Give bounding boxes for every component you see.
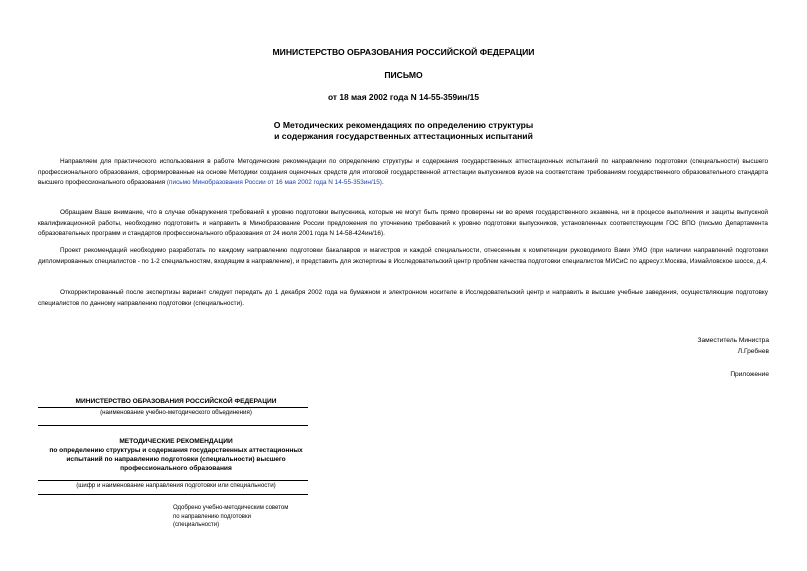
signer-position: Заместитель Министра (697, 337, 769, 344)
paragraph-3: Проект рекомендаций необходимо разработать по каждому направлению подготовки бакалавров и магистров и каждой специальности, отнесенным к компетенции руководимого Вами УМО (при наличии направлений подготовки дипломированных специалистов - по 1-2 специальностям, входящим в направление), и представить для экспертизы в Исследовательский центр проблем качества подготовки специалистов МИСиС по адресу:г.Москва, Измайловское шоссе, д.4. (38, 247, 768, 265)
recommendations-line-3: профессионального образования (120, 465, 232, 472)
divider-line (38, 480, 308, 481)
signature-block (697, 336, 769, 357)
recommendations-line-2: испытаний по направлению подготовки (специальности) высшего (66, 456, 286, 463)
appendix-ministry: МИНИСТЕРСТВО ОБРАЗОВАНИЯ РОССИЙСКОЙ ФЕДЕРАЦИИ (75, 398, 277, 405)
doc-type-heading: ПИСЬМО (384, 70, 423, 80)
org-caption: (наименование учебно-методического объединения) (100, 409, 252, 416)
approval-line-3: (специальности) (173, 522, 220, 528)
ministry-heading: МИНИСТЕРСТВО ОБРАЗОВАНИЯ РОССИЙСКОЙ ФЕДЕРАЦИИ (272, 47, 535, 57)
reference-link[interactable]: (письмо Минобразования России от 16 мая 2002 года N 14-55-353ин/15) (166, 179, 382, 187)
approval-line-1: Одобрено учебно-методическим советом (173, 505, 289, 511)
divider-line (38, 425, 308, 426)
recommendations-title: МЕТОДИЧЕСКИЕ РЕКОМЕНДАЦИИ (119, 438, 233, 445)
recommendations-title-block (45, 437, 307, 473)
code-caption: (шифр и наименование направления подготовки или специальности) (76, 482, 276, 489)
divider-line (38, 494, 308, 495)
subject-line-1: О Методических рекомендациях по определению структуры (273, 120, 534, 130)
approval-line-2: по направлению подготовки (173, 513, 251, 520)
paragraph-1 (38, 157, 768, 189)
date-number: от 18 мая 2002 года N 14-55-359ин/15 (328, 92, 479, 102)
approval-block (173, 504, 313, 530)
signer-name: Л.Гребнев (737, 347, 769, 355)
paragraph-1-text: Направляем для практического использования в работе Методические рекомендации по определению структуры и содержания государственных аттестационных испытаний по направлению подготовки (специальности) высшего профессионального образования, сформированные на основе Методики создания оценочных средств для итоговой государственной аттестации выпускников вузов на соответствие требованиям государственного образовательного стандарта высшего профессионального образования (38, 158, 768, 187)
subject-line-2: и содержания государственных аттестационных испытаний (274, 131, 533, 141)
appendix-label: Приложение (730, 371, 769, 378)
divider-line (38, 407, 308, 408)
recommendations-line-1: по определению структуры и содержания государственных аттестационных (49, 447, 303, 454)
subject-heading (0, 120, 807, 142)
paragraph-1-end: . (381, 179, 384, 187)
paragraph-2: Обращаем Ваше внимание, что в случае обнаружения требований к уровню подготовки выпускника, которые не могут быть прямо проверены ни во время государственного экзамена, ни в процессе выполнения и защиты выпускной квалификационной работы, необходимо подготовить и направить в Минобразование России предложения по уточнению требований к уровню подготовки выпускников, установленных соответствующим ГОС ВПО (письмо Департамента образовательных программ и стандартов профессионального образования от 24 июля 2001 года N 14-58-424ин/16). (38, 209, 768, 238)
paragraph-4: Откорректированный после экспертизы вариант следует передать до 1 декабря 2002 года на бумажном и электронном носителе в Исследовательский центр и направить в высшие учебные заведения, осуществляющие подготовку специалистов по данному направлению подготовки (специальности). (38, 289, 768, 307)
